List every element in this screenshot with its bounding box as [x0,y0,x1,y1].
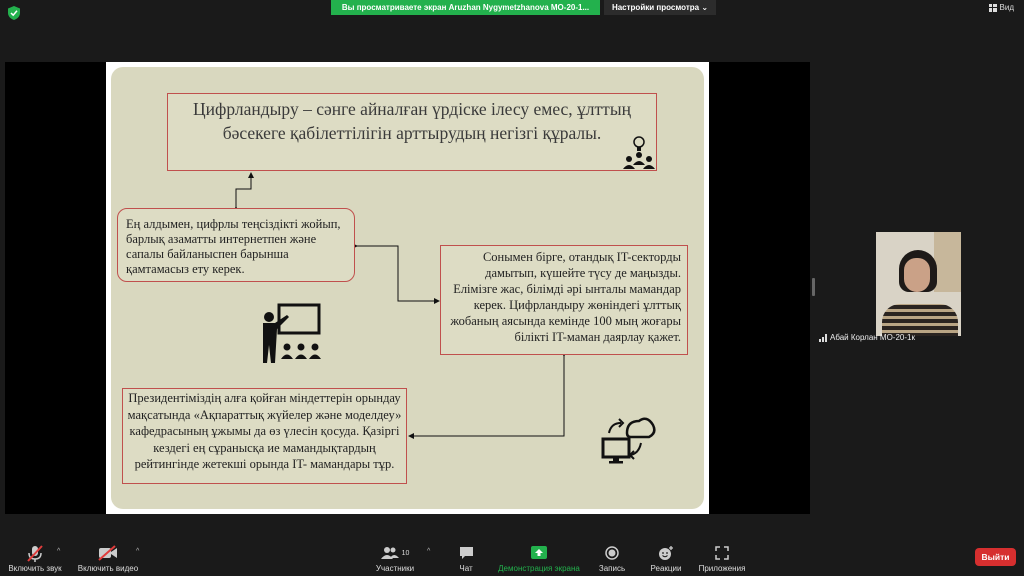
share-screen-icon [531,546,547,560]
participants-icon [381,546,399,560]
lightbulb-team-icon [619,135,659,173]
panel-resize-handle[interactable] [812,278,815,296]
shield-check-icon[interactable] [8,6,20,20]
chevron-down-icon: ⌄ [701,3,709,12]
grid-view-icon [989,4,997,12]
record-button[interactable] [595,544,629,573]
participants-options-caret-icon[interactable]: ^ [427,548,431,555]
microphone-muted-icon [27,545,43,562]
start-video-label: Включить видео [77,564,139,573]
meeting-toolbar [0,536,1024,576]
slide-box-it-sector [440,245,688,355]
audio-options-caret-icon[interactable]: ^ [57,548,61,555]
participant-video-tile[interactable] [876,232,961,336]
teacher-presentation-icon [257,303,327,365]
unmute-label: Включить звук [8,564,62,573]
slide-title: Цифрландыру – сәнге айналған үрдіске ілесу емес, ұлттың бәсекеге қабілеттілігін арттырудың негізгі құралы. [193,99,631,143]
participant-name-tag [819,333,915,342]
share-screen-button[interactable] [496,544,582,573]
view-button[interactable] [989,3,1014,12]
presentation-slide [111,67,704,509]
view-settings-button[interactable] [604,0,716,15]
video-camera-muted-icon [98,545,118,561]
reactions-button[interactable] [647,544,685,573]
record-icon [605,546,619,560]
apps-button[interactable] [697,544,747,573]
reactions-label: Реакции [650,564,682,573]
connector-left-right [357,246,439,301]
participant-face [904,258,930,292]
leave-meeting-button[interactable]: Выйти [975,548,1016,566]
record-label: Запись [598,564,626,573]
screen-share-banner: Вы просматриваете экран Aruzhan Nygymetzhanova МО-20-1... [331,0,600,15]
share-screen-label: Демонстрация экрана [498,564,580,573]
apps-label: Приложения [698,564,746,573]
participants-count: 10 [401,549,410,557]
view-button-label: Вид [999,3,1014,12]
view-settings-label: Настройки просмотра [611,3,700,12]
participant-name: Абай Корлан МО-20-1к [830,333,915,342]
cloud-computer-sync-icon [601,413,657,465]
slide-title-box [167,93,657,171]
unmute-button[interactable] [7,544,63,573]
video-options-caret-icon[interactable]: ^ [136,548,140,555]
meeting-top-bar [0,0,1024,26]
chat-button[interactable] [452,544,480,573]
chat-bubble-icon [459,546,474,560]
connector-title-left [236,173,251,207]
slide-box-it-sector-text: Сонымен бірге, отандық IT-секторды дамытып, күшейте түсу де маңызды. Елімізге жас, білімді әрі ынталы мамандар керек. Цифрландыру жөніндегі ұлттық жобаның аясында кемінде 100 мың жоғары білікті IT-маман даярлау қажет. [450,250,681,344]
participants-label: Участники [375,564,415,573]
participant-shirt [882,304,958,336]
slide-box-digital-equality [117,208,355,282]
connector-right-bottom [409,356,564,436]
participants-button[interactable] [373,544,417,573]
slide-box-department-text: Президентіміздің алға қойған міндеттерін орындау мақсатында «Ақпараттық жүйелер және моделдеу» кафедрасының ұжымы да өз үлесін қосуда. Қазіргі кездегі ең сұранысқа ие мамандықтардың рейтингінде жетекші орында IT- мамандары тұр. [127,391,402,471]
video-door-frame [934,232,961,292]
apps-icon [715,546,729,560]
slide-box-department [122,388,407,484]
chat-label: Чат [459,564,473,573]
smiley-plus-icon [658,546,674,561]
slide-box-digital-equality-text: Ең алдымен, цифрлы теңсіздікті жойып, барлық азаматты интернетпен және сапалы байланыспен барынша қамтамасыз ету керек. [126,217,341,276]
signal-strength-icon [819,334,827,342]
start-video-button[interactable] [76,544,140,573]
